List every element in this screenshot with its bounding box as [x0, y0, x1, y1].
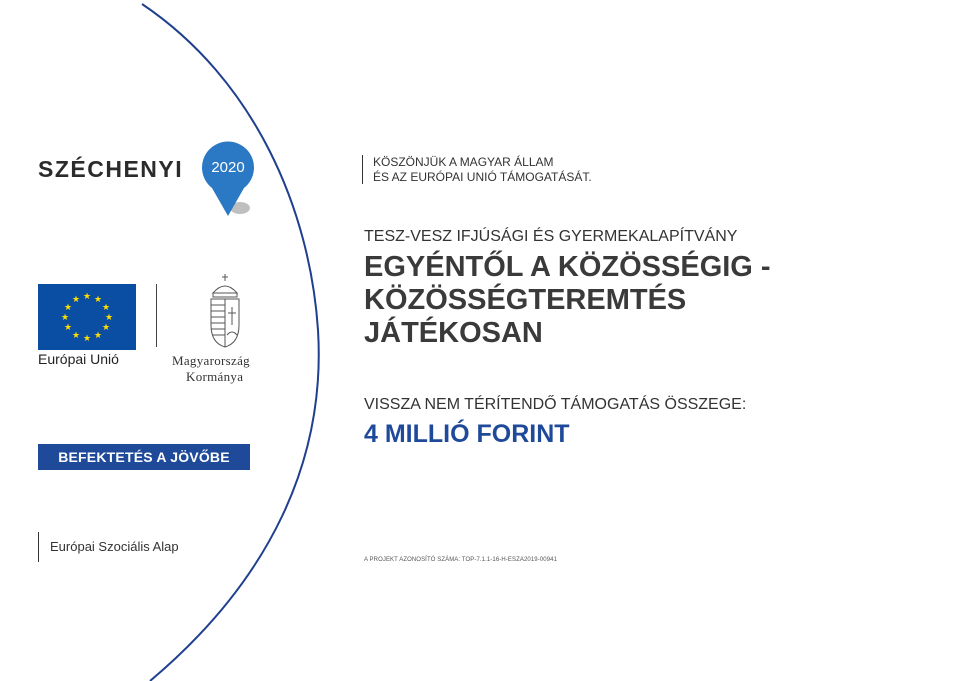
eu-flag-icon	[38, 284, 136, 350]
svg-text:★: ★	[93, 331, 103, 341]
project-title	[364, 251, 771, 350]
esf-divider	[38, 532, 39, 562]
svg-text:★: ★	[82, 334, 92, 344]
support-amount: 4 MILLIÓ FORINT	[364, 420, 570, 448]
szechenyi-logo-text: SZÉCHENYI	[38, 156, 184, 182]
eu-label: Európai Unió	[38, 351, 119, 367]
project-title-line-1: EGYÉNTŐL A KÖZÖSSÉGIG -	[364, 251, 771, 283]
logo-divider	[156, 284, 157, 347]
svg-text:★: ★	[101, 323, 111, 333]
invest-badge: BEFEKTETÉS A JÖVŐBE	[38, 444, 250, 470]
svg-text:★: ★	[71, 331, 81, 341]
thanks-divider	[362, 155, 363, 184]
government-line1: Magyarország	[172, 353, 250, 368]
esf-label: Európai Szociális Alap	[50, 539, 179, 554]
thanks-message	[373, 155, 592, 185]
organization-name: TESZ-VESZ IFJÚSÁGI ÉS GYERMEKALAPÍTVÁNY	[364, 228, 738, 245]
location-pin-icon	[200, 138, 256, 218]
coat-of-arms-icon	[203, 273, 247, 349]
thanks-line-2: ÉS AZ EURÓPAI UNIÓ TÁMOGATÁSÁT.	[373, 170, 592, 184]
project-title-line-3: JÁTÉKOSAN	[364, 317, 543, 349]
project-id: A PROJEKT AZONOSÍTÓ SZÁMA: TOP-7.1.1-16-H-ESZA2019-00941	[364, 557, 558, 563]
svg-text:★: ★	[82, 292, 92, 302]
svg-text:★: ★	[104, 313, 114, 323]
szechenyi-year: 2020	[211, 159, 245, 176]
government-line2: Kormánya	[186, 369, 244, 384]
thanks-line-1: KÖSZÖNJÜK A MAGYAR ÁLLAM	[373, 155, 554, 169]
svg-text:★: ★	[60, 313, 70, 323]
svg-text:★: ★	[63, 323, 73, 333]
svg-text:★: ★	[71, 295, 81, 305]
svg-text:★: ★	[93, 295, 103, 305]
svg-text:★: ★	[101, 303, 111, 313]
svg-text:★: ★	[63, 303, 73, 313]
support-label: VISSZA NEM TÉRÍTENDŐ TÁMOGATÁS ÖSSZEGE:	[364, 396, 747, 413]
project-title-line-2: KÖZÖSSÉGTEREMTÉS	[364, 284, 687, 316]
